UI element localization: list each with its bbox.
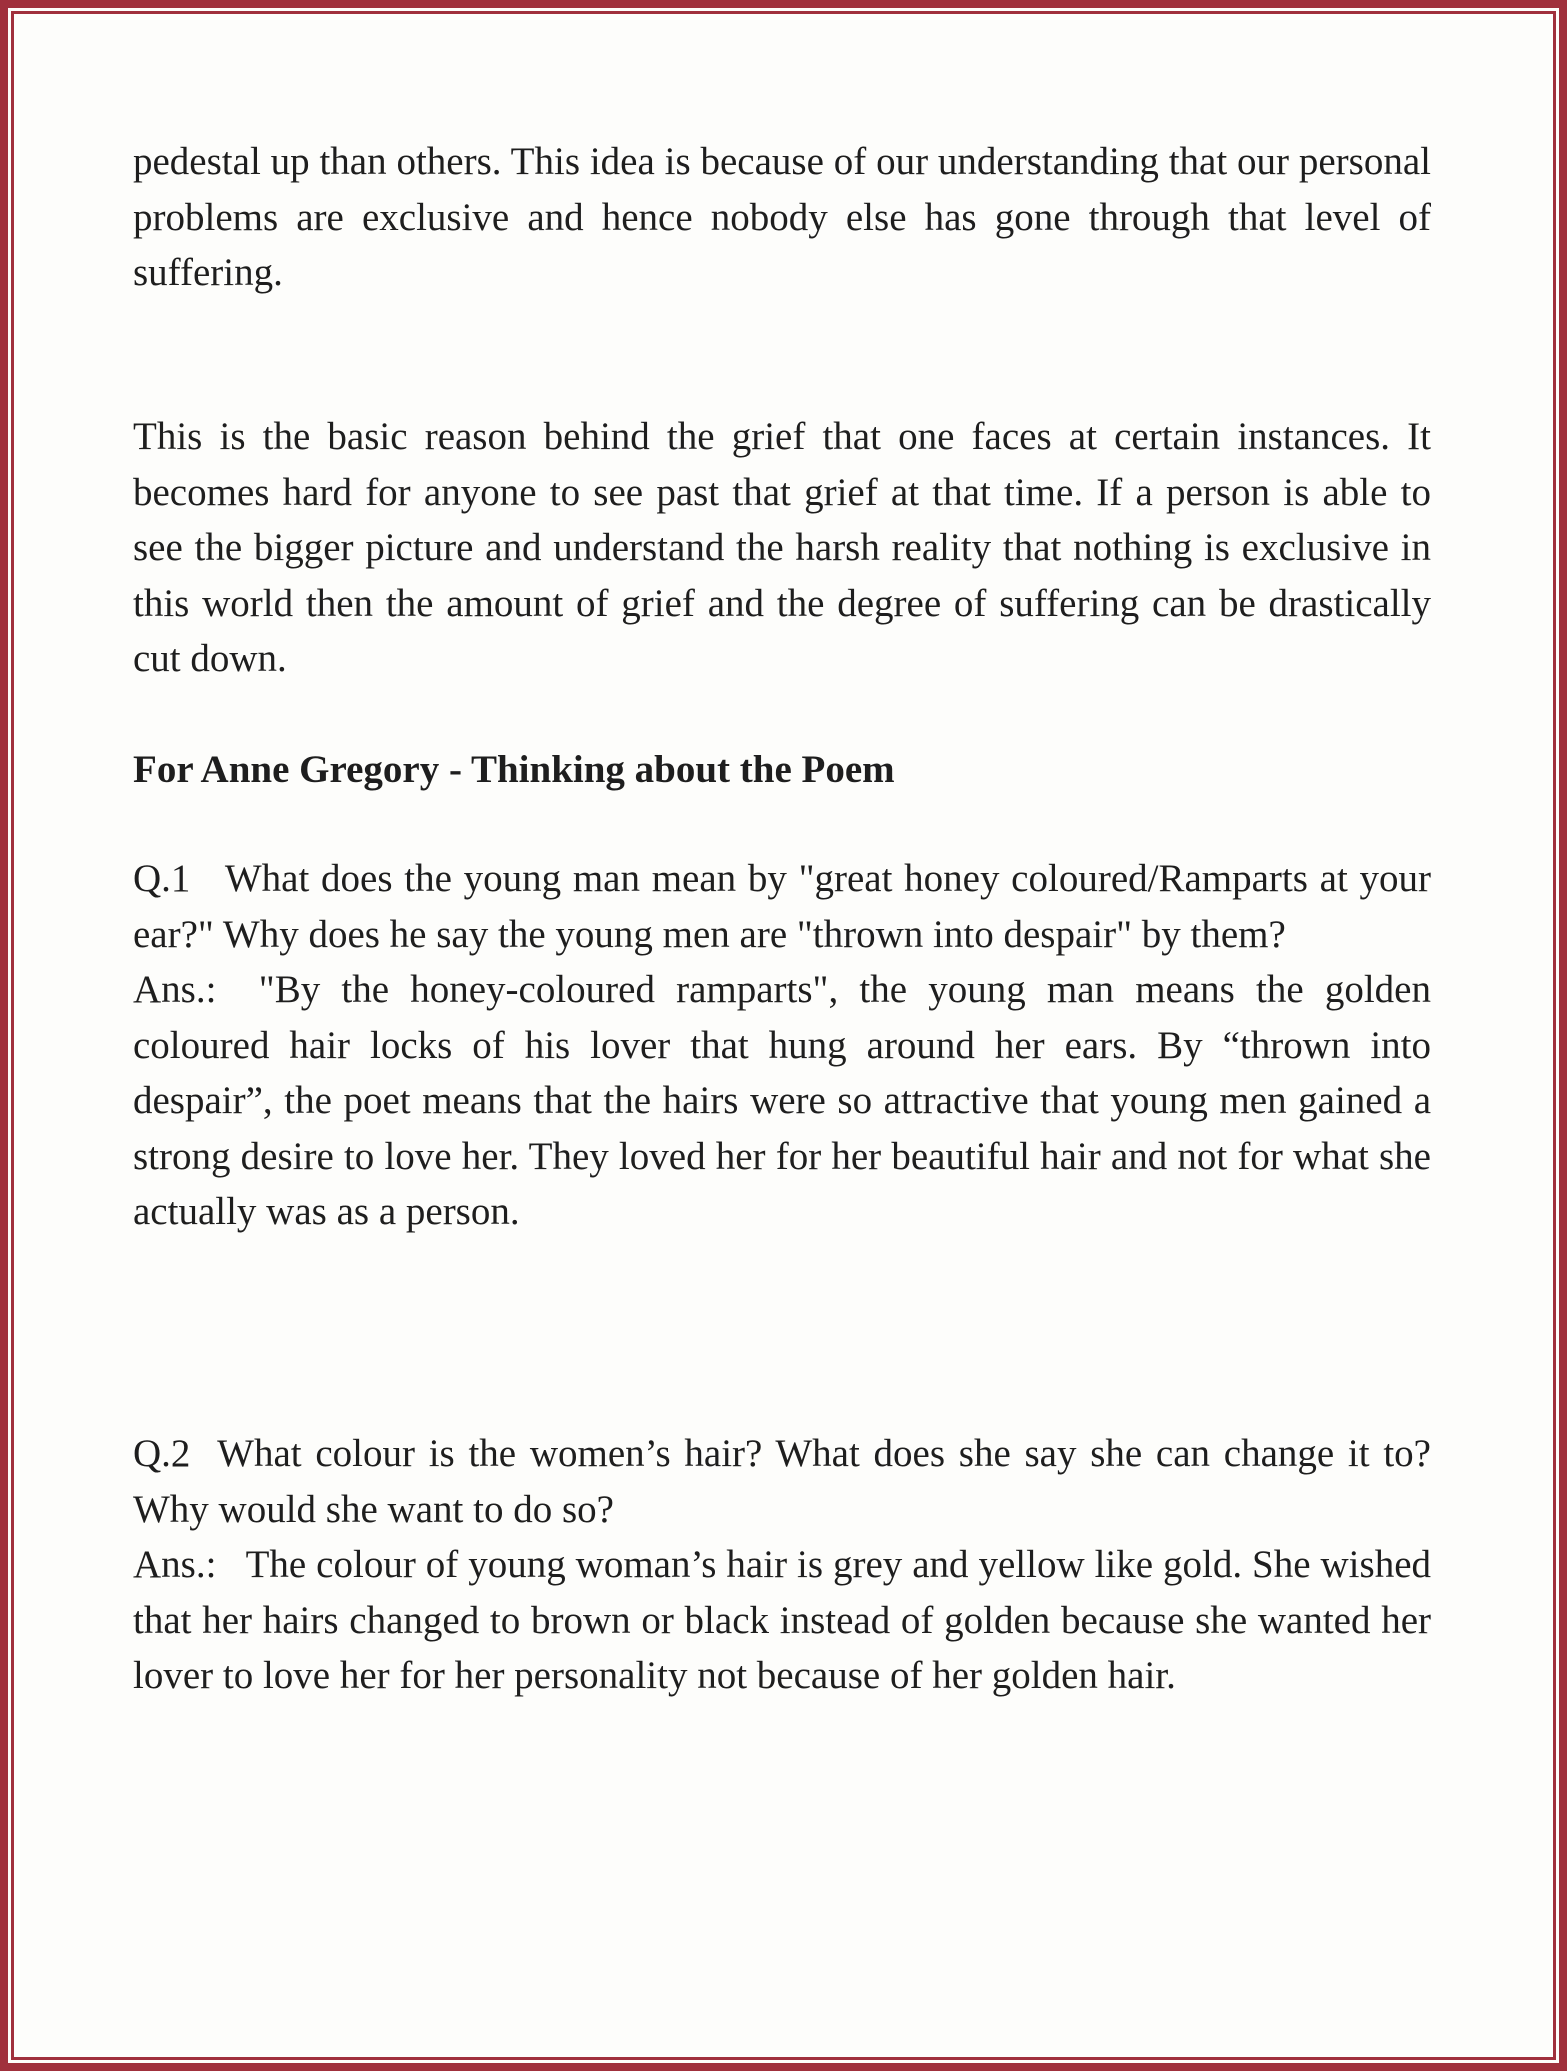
- answer-label: Ans.:: [133, 968, 259, 1011]
- question-2: [133, 1426, 1431, 1704]
- paragraph-text: pedestal up than others. This idea is because of our understanding that our personal problems are exclusive and hence nobody else has gone through that level of suffering.: [133, 140, 1431, 294]
- answer-text: "By the honey-coloured ramparts", the young man means the golden coloured hair locks of his lover that hung around her ears. By “thrown into despair”, the poet means that the hairs were so attractive that young men gained a strong desire to love her. They loved her for her beautiful hair and not for what she actually was as a person.: [133, 968, 1431, 1233]
- question-label: Q.2: [133, 1432, 218, 1475]
- answer-label: Ans.:: [133, 1543, 246, 1586]
- question-1: [133, 851, 1431, 1240]
- answer-text: The colour of young woman’s hair is grey and yellow like gold. She wished that her hairs changed to brown or black instead of golden because she wanted her lover to love her for her personality not because of her golden hair.: [133, 1543, 1431, 1697]
- question-label: Q.1: [133, 857, 225, 900]
- question-text: What colour is the women’s hair? What does she say she can change it to? Why would she want to do so?: [133, 1432, 1431, 1531]
- section-heading: For Anne Gregory - Thinking about the Poem: [133, 748, 895, 791]
- question-text: What does the young man mean by "great honey coloured/Ramparts at your ear?" Why does he say the young men are "thrown into despair" by them?: [133, 857, 1431, 956]
- paragraph-1: [133, 134, 1431, 301]
- paragraph-text: This is the basic reason behind the grief that one faces at certain instances. It becomes hard for anyone to see past that grief at that time. If a person is able to see the bigger picture and understand the harsh reality that nothing is exclusive in this world then the amount of grief and the degree of suffering can be drastically cut down.: [133, 415, 1431, 680]
- paragraph-2: [133, 409, 1431, 687]
